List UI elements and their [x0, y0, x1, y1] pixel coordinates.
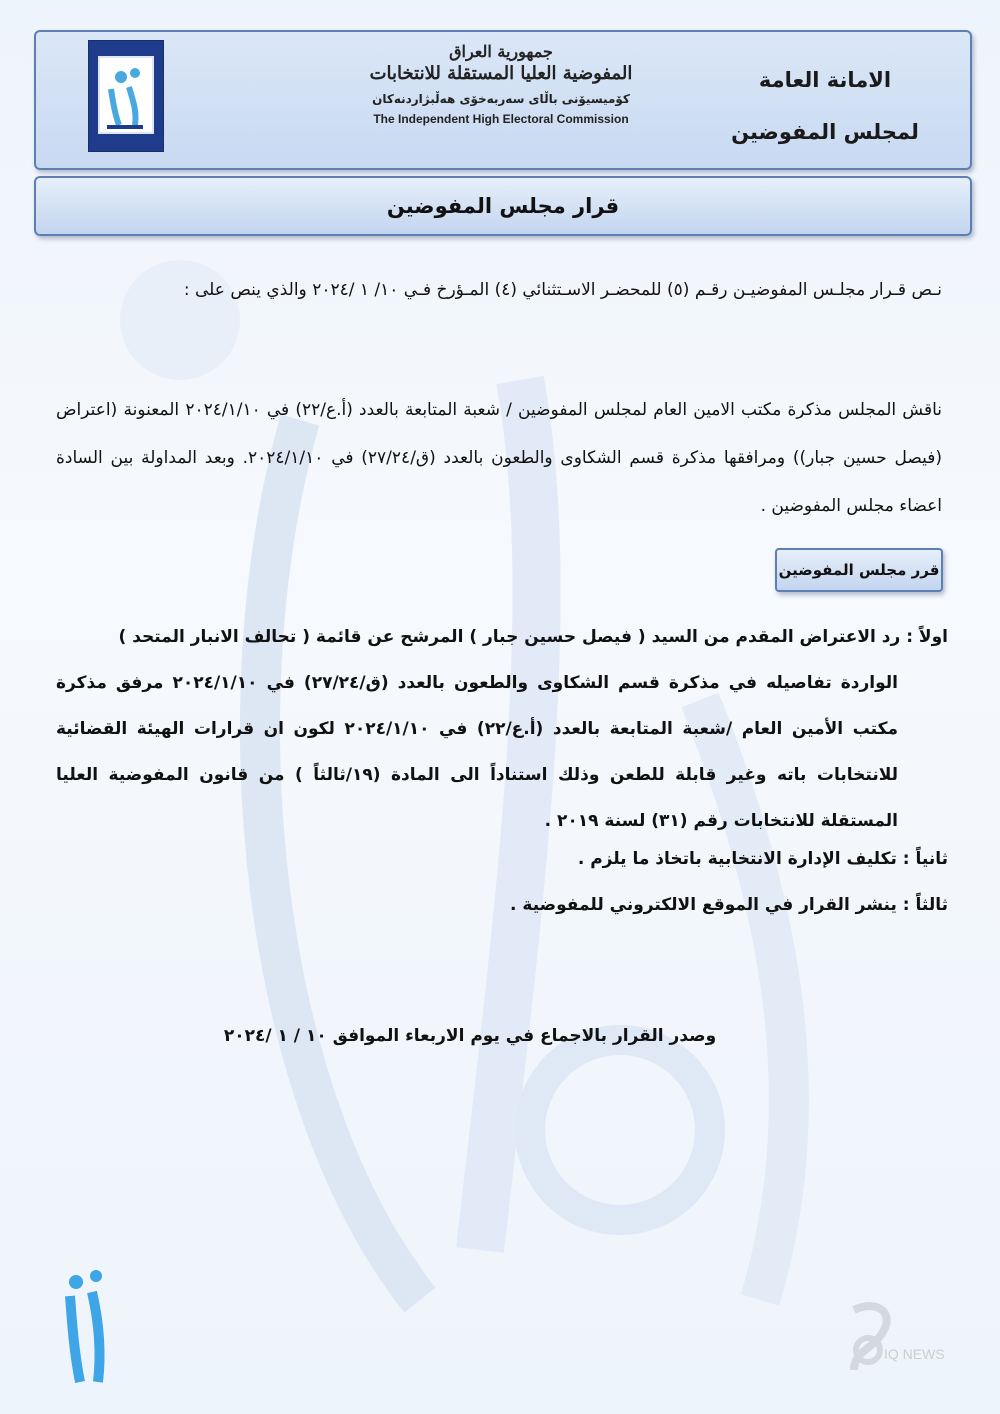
org-name-english: The Independent High Electoral Commission	[373, 112, 629, 126]
secretariat-line1: الامانة العامة	[758, 68, 892, 92]
decision-subheading: قرر مجلس المفوضين	[775, 548, 943, 592]
document-title: قرار مجلس المفوضين	[34, 176, 972, 236]
decision-item-first	[56, 614, 948, 844]
final-statement: وصدر القرار بالاجماع في يوم الاربعاء الموافق ١٠ / ١ /٢٠٢٤	[223, 1026, 717, 1046]
decision-first-body: الواردة تفاصيله في مذكرة قسم الشكاوى والطعون بالعدد (ق/٢٧/٢٤) في ٢٠٢٤/١/١٠ مرفق مذكرة مكتب الأمين العام /شعبة المتابعة بالعدد (أ.ع/٢٢) في ٢٠٢٤/١/١٠ لكون ان قرارات الهيئة القضائية للانتخابات باته وغير قابلة للطعن وذلك استناداً الى المادة (١٩/ثالثاً ) من قانون المفوضية العليا المستقلة للانتخابات رقم (٣١) لسنة ٢٠١٩ .	[56, 673, 899, 831]
decision-item-third: ثالثاً : ينشر القرار في الموقع الالكتروني للمفوضية .	[510, 895, 948, 915]
org-country-name: جمهورية العراق	[449, 42, 553, 61]
org-name-kurdish: كۆمیسیۆنی باڵای سەربەخۆی هەڵبژاردنەکان	[372, 92, 630, 106]
decision-first-lead: اولاً : رد الاعتراض المقدم من السيد ( فيصل حسين جبار ) المرشح عن قائمة ( تحالف الانبار المتحد )	[118, 627, 948, 647]
decision-item-second: ثانياً : تكليف الإدارة الانتخابية باتخاذ ما يلزم .	[577, 849, 948, 869]
secretariat-line2: لمجلس المفوضين	[731, 120, 919, 144]
discussion-paragraph: ناقش المجلس مذكرة مكتب الامين العام لمجلس المفوضين / شعبة المتابعة بالعدد (أ.ع/٢٢) في ٢٠٢٤/١/١٠ المعنونة (اعتراض (فيصل حسين جبار)) ومرافقها مذكرة قسم الشكاوى والطعون بالعدد (ق/٢٧/٢٤) في ٢٠٢٤/١/١٠. وبعد المداولة بين السادة اعضاء مجلس المفوضين .	[56, 400, 942, 516]
iq-news-watermark-text: IQ NEWS	[884, 1346, 945, 1362]
intro-paragraph: نـص قـرار مجلـس المفوضيـن رقـم (٥) للمحضـر الاسـتثنائي (٤) المـؤرخ فـي ١٠/ ١ /٢٠٢٤ والذي ينص على :	[183, 280, 942, 300]
org-name-arabic: المفوضية العليا المستقلة للانتخابات	[369, 63, 633, 84]
iq-news-watermark-icon	[834, 1300, 974, 1380]
ihec-footer-logo-icon	[56, 1262, 118, 1392]
